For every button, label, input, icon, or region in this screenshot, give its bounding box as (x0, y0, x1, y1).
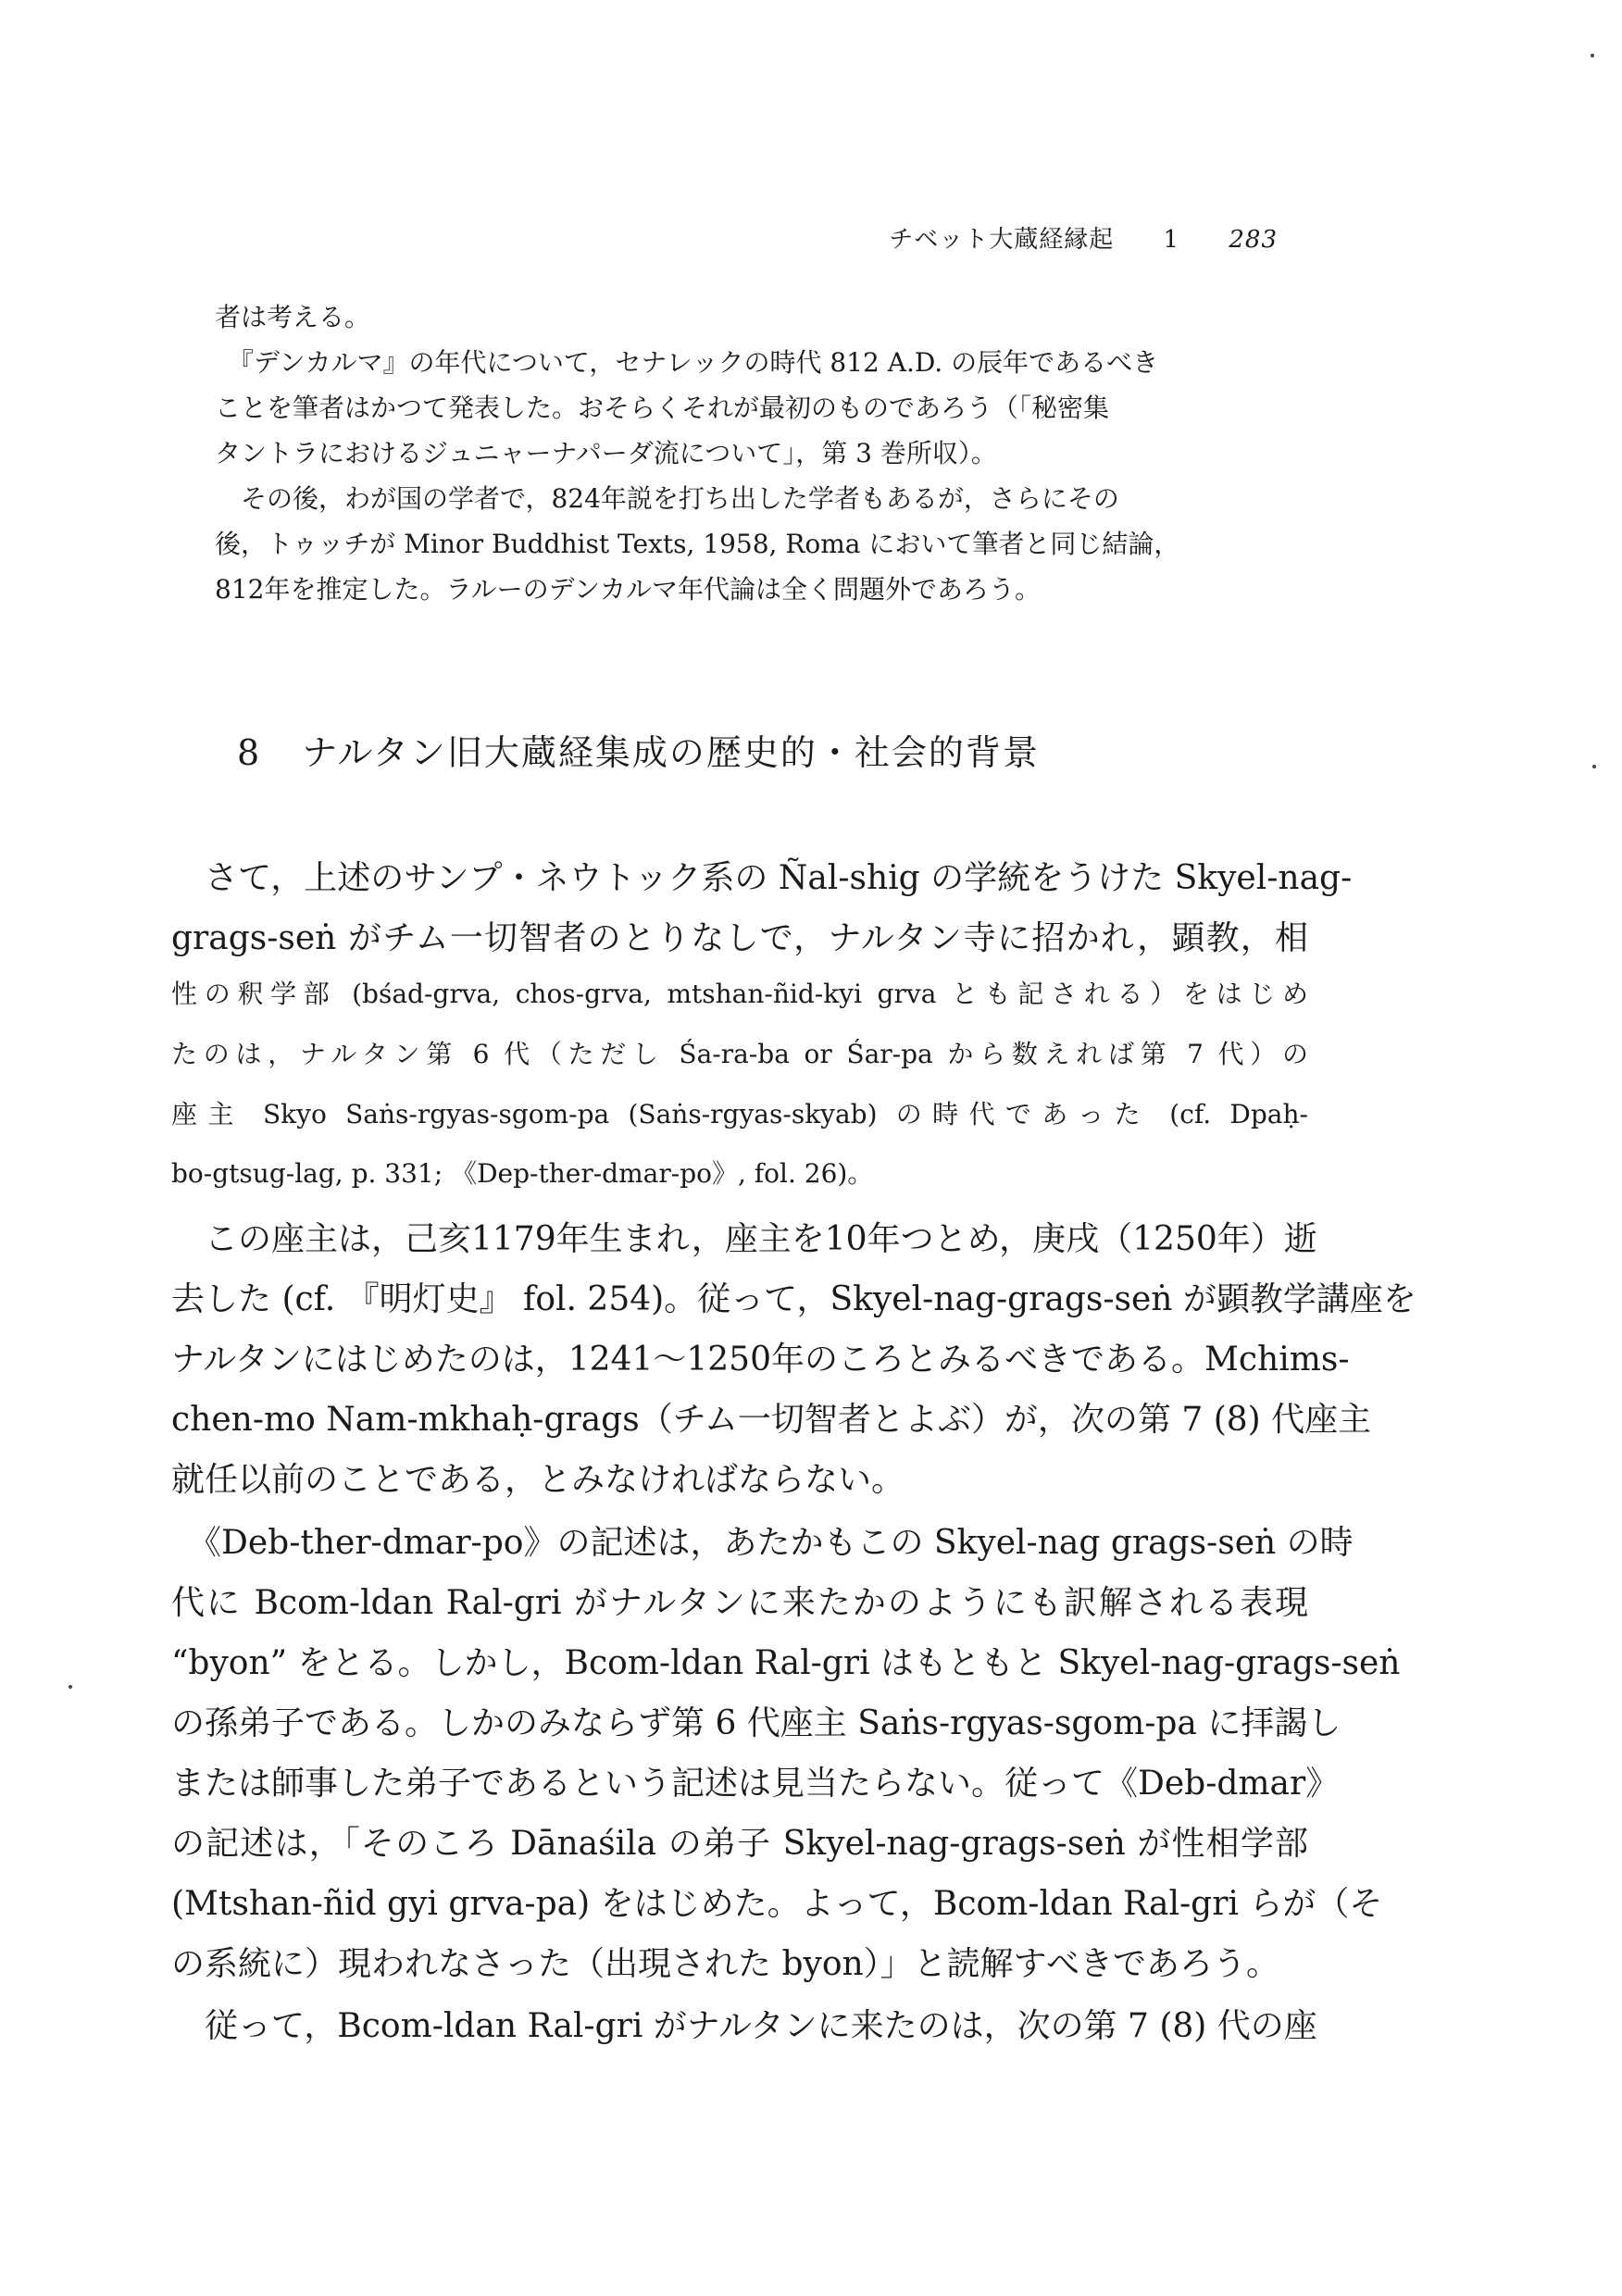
note-line: 後，トゥッチが Minor Buddhist Texts, 1958, Roma において筆者と同じ結論， (215, 529, 1180, 559)
note-line: その後，わが国の学者で，824年説を打ち出した学者もあるが，さらにその (215, 483, 1119, 514)
body-line: ナルタンにはじめたのは，1241～1250年のころとみるべきである。Mchims- (171, 1341, 1350, 1379)
body-line: 座主 Skyo Saṅs-rgyas-sgom-pa (Saṅs-rgyas-skyab) の時代であった (cf. Dpaḥ- (171, 1099, 1308, 1129)
body-line: 去した (cf. 『明灯史』 fol. 254)。従って，Skyel-nag-grags-seṅ が顕教学講座を (171, 1280, 1416, 1318)
note-line: 812年を推定した。ラルーのデンカルマ年代論は全く問題外であろう。 (215, 574, 1042, 605)
body-line: の系統に）現われなさった（出現された byon）」と読解すべきであろう。 (171, 1945, 1279, 1983)
body-line: の孫弟子である。しかのみならず第 6 代座主 Saṅs-rgyas-sgom-pa に拝謁し (171, 1704, 1341, 1742)
body-line: の記述は，「そのころ Dānaśila の弟子 Skyel-nag-grags-seṅ が性相学部 (171, 1825, 1308, 1863)
body-line: “byon” をとる。しかし，Bcom-ldan Ral-gri はもともと Skyel-nag-grags-seṅ (171, 1644, 1401, 1682)
note-line: ことを筆者はかつて発表した。おそらくそれが最初のものであろう（「秘密集 (215, 393, 1110, 423)
body-line: さて，上述のサンプ・ネウトック系の Ñal-shig の学統をうけた Skyel-nag- (171, 859, 1353, 897)
body-line: (Mtshan-ñid gyi grva-pa) をはじめた。よって，Bcom-ldan Ral-gri らが（そ (171, 1885, 1383, 1923)
body-line: bo-gtsug-lag, p. 331; 《Dep-ther-dmar-po》, fol. 26)。 (171, 1158, 874, 1189)
body-line: 代に Bcom-ldan Ral-gri がナルタンに来たかのようにも訳解される表現 (171, 1584, 1308, 1622)
scan-speck (1591, 54, 1594, 57)
section-heading (237, 724, 1040, 775)
note-line: 者は考える。 (215, 302, 371, 332)
body-line: 性の釈学部 (bśad-grva, chos-grva, mtshan-ñid-kyi grva とも記される）をはじめ (171, 979, 1308, 1009)
body-line: 従って，Bcom-ldan Ral-gri がナルタンに来たのは，次の第 7 (8) 代の座 (171, 2007, 1317, 2045)
body-line: この座主は，己亥1179年生まれ，座主を10年つとめ，庚戌（1250年）逝 (171, 1220, 1317, 1258)
body-line: chen-mo Nam-mkhaḥ-grags（チム一切智者とよぶ）が，次の第 7 (8) 代座主 (171, 1401, 1372, 1439)
body-line: 就任以前のことである，とみなければならない。 (171, 1461, 905, 1499)
section-number: 8 (237, 732, 262, 773)
scan-speck (1592, 765, 1596, 768)
scan-speck (69, 1685, 72, 1689)
note-line: タントラにおけるジュニャーナパーダ流について」，第 3 巻所収）。 (215, 438, 997, 468)
body-line: 《Deb-ther-dmar-po》の記述は，あたかもこの Skyel-nag grags-seṅ の時 (171, 1524, 1354, 1562)
section-title: ナルタン旧大蔵経集成の歴史的・社会的背景 (302, 732, 1040, 773)
running-header (889, 220, 1278, 255)
body-line: たのは，ナルタン第 6 代（ただし Śa-ra-ba or Śar-pa から数えれば第 7 代）の (171, 1039, 1308, 1069)
header-chapter: 1 (1163, 226, 1180, 254)
page-number: 283 (1229, 226, 1278, 254)
note-line: 『デンカルマ』の年代について，セナレックの時代 812 A.D. の辰年であるべき (215, 347, 1159, 378)
header-title: チベット大蔵経縁起 (889, 226, 1115, 254)
body-line: または師事した弟子であるという記述は見当たらない。従って《Deb-dmar》 (171, 1765, 1340, 1803)
body-line: grags-seṅ がチム一切智者のとりなしで，ナルタン寺に招かれ，顕教，相 (171, 919, 1308, 957)
